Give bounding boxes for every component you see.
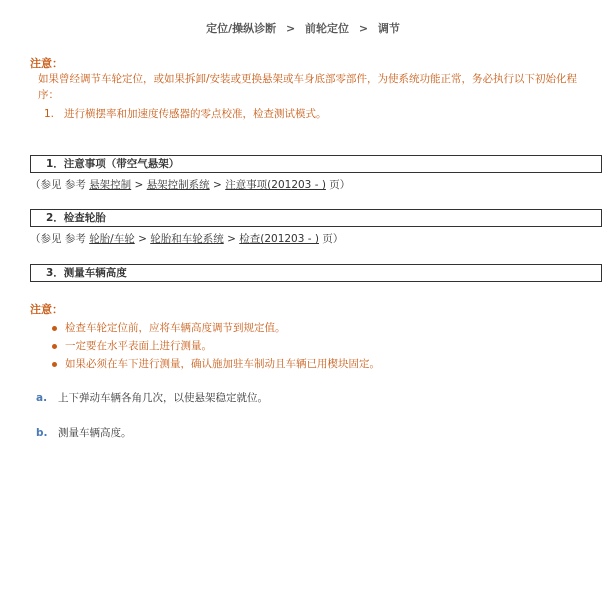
section-header-check-tires: 2．检查轮胎 — [30, 209, 602, 227]
note-bullet-item — [52, 338, 212, 353]
bullet-dot-icon — [52, 326, 57, 331]
breadcrumb-item-adjust: 调节 — [377, 22, 400, 35]
ref-link-suspension-control[interactable]: 悬架控制 — [89, 179, 132, 191]
ref-separator: > — [227, 233, 236, 245]
ref-separator: > — [134, 179, 144, 191]
breadcrumb-separator: > — [285, 22, 296, 35]
ref-link-inspection[interactable]: 检查(201203 - ) — [239, 233, 319, 245]
step-letter: b. — [36, 427, 48, 439]
ref-prefix: （参见 参考 — [30, 233, 90, 245]
note-title: 注意： — [30, 57, 63, 70]
note-item-text: 进行横摆率和加速度传感器的零点校准，检查测试模式。 — [64, 108, 327, 120]
ref-suffix: 页） — [325, 179, 351, 191]
ref-link-tire-wheel[interactable]: 轮胎/车轮 — [89, 233, 135, 245]
bullet-dot-icon — [52, 344, 57, 349]
section-header-precautions: 1．注意事项（带空气悬架） — [30, 155, 602, 173]
bullet-text: 如果必须在车下进行测量，确认施加驻车制动且车辆已用楔块固定。 — [65, 358, 380, 370]
note-bullet-item — [52, 356, 380, 371]
procedure-step — [36, 425, 132, 440]
breadcrumb-item-diagnosis[interactable]: 定位/操纵诊断 — [206, 22, 277, 35]
breadcrumb-separator: > — [358, 22, 369, 35]
note-bullet-item — [52, 320, 286, 335]
ref-separator: > — [138, 233, 147, 245]
bullet-text: 一定要在水平表面上进行测量。 — [65, 340, 212, 352]
breadcrumb-item-front-alignment[interactable]: 前轮定位 — [305, 22, 350, 35]
ref-link-tire-system[interactable]: 轮胎和车轮系统 — [150, 233, 224, 245]
ref-prefix: （参见 参考 — [30, 179, 90, 191]
note-item-number: 1. — [44, 108, 55, 120]
bullet-text: 检查车轮定位前，应将车辆高度调节到规定值。 — [65, 322, 286, 334]
note-body: 如果曾经调节车轮定位，或如果拆卸/安装或更换悬架或车身底部零部件，为使系统功能正常，务必执行以下初始化程序： — [38, 73, 578, 101]
ref-link-precautions[interactable]: 注意事项(201203 - ) — [225, 179, 326, 191]
step-text: 上下弹动车辆各角几次，以使悬架稳定就位。 — [58, 392, 268, 404]
reference-line — [30, 177, 350, 192]
note-list-item — [44, 106, 327, 121]
step-letter: a. — [36, 392, 48, 404]
reference-line — [30, 231, 343, 246]
procedure-step — [36, 390, 268, 405]
breadcrumb — [0, 20, 606, 36]
bullet-dot-icon — [52, 362, 57, 367]
note-title: 注意： — [30, 303, 63, 316]
ref-suffix: 页） — [318, 233, 344, 245]
step-text: 测量车辆高度。 — [58, 427, 132, 439]
section-header-vehicle-height: 3．测量车辆高度 — [30, 264, 602, 282]
ref-link-suspension-system[interactable]: 悬架控制系统 — [146, 179, 210, 191]
ref-separator: > — [213, 179, 222, 191]
